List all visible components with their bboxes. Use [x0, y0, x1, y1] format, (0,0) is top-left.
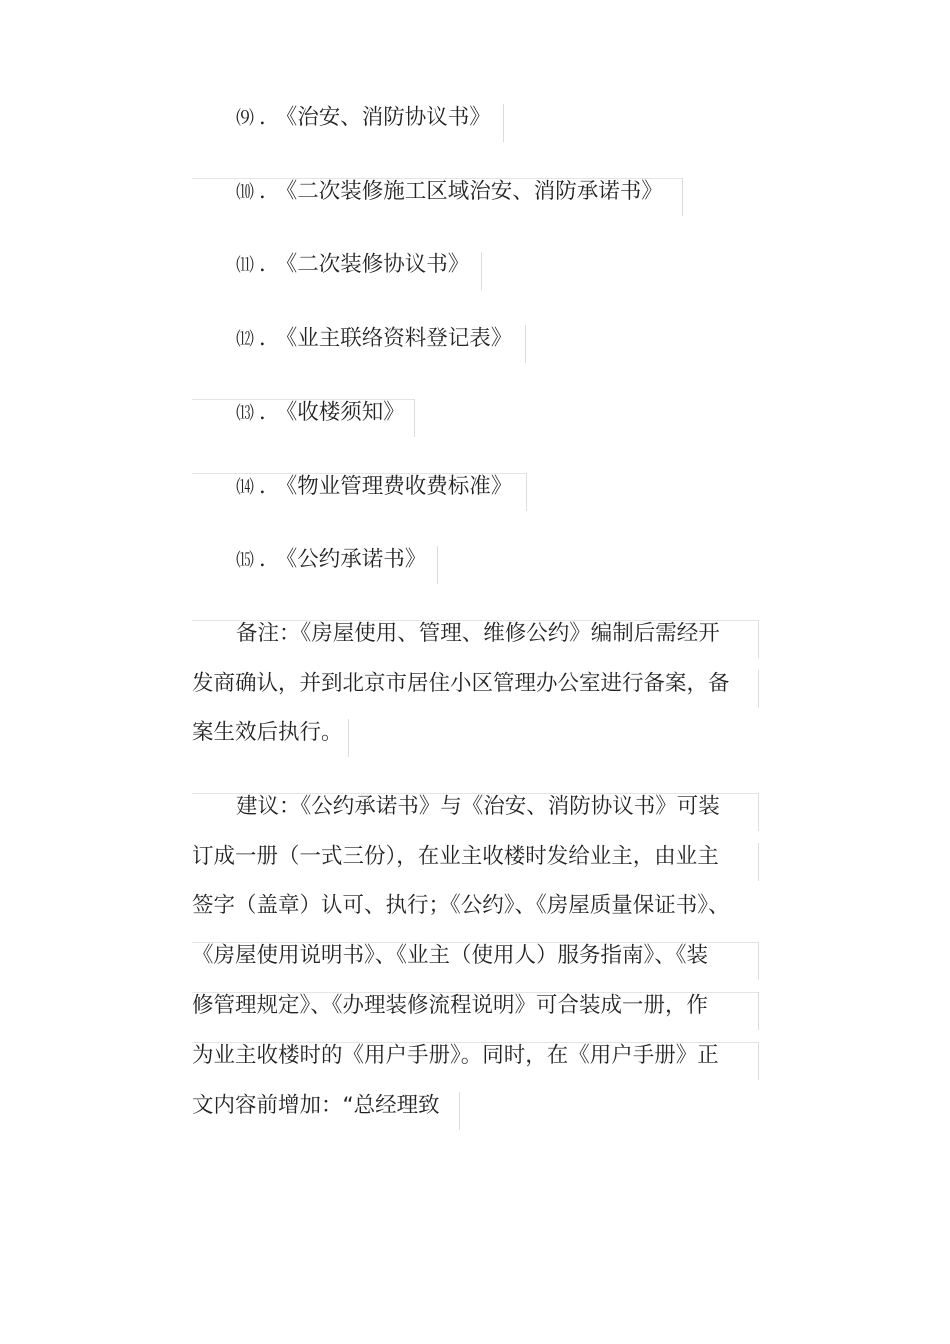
list-item: ⑽ ． 《二次装修施工区域治安、消防承诺书》	[236, 179, 663, 204]
item-number: ⑽	[236, 182, 253, 203]
item-number: ⑿	[236, 329, 253, 350]
item-text: 《物业管理费收费标准》	[286, 474, 513, 499]
guide-line	[414, 399, 415, 437]
item-number: ⒂	[236, 550, 253, 571]
item-text: 《收楼须知》	[286, 400, 405, 425]
suggestion-paragraph-line: 签字（盖章）认可、执行；《公约》、《房屋质量保证书》、	[192, 893, 730, 918]
guide-line	[503, 104, 504, 142]
note-paragraph-line: 备注：《房屋使用、管理、维修公约》编制后需经开	[236, 621, 720, 646]
suggestion-paragraph-line: 《房屋使用说明书》、《业主（使用人）服务指南》、《装	[192, 943, 709, 968]
guide-line	[758, 843, 759, 881]
item-text: 《治安、消防协议书》	[286, 105, 491, 130]
guide-line	[758, 1042, 759, 1080]
guide-line	[525, 325, 526, 363]
guide-line	[758, 620, 759, 658]
item-number: ⑾	[236, 255, 253, 276]
item-text: 《二次装修协议书》	[286, 252, 470, 277]
list-item: ⑾ ． 《二次装修协议书》	[236, 252, 470, 277]
list-item: ⑼ ． 《治安、消防协议书》	[236, 105, 491, 130]
guide-line	[459, 1092, 460, 1130]
list-item: ⑿ ． 《业主联络资料登记表》	[236, 326, 513, 351]
guide-line	[682, 178, 683, 216]
note-paragraph-line: 发商确认，并到北京市居住小区管理办公室进行备案，备	[192, 671, 730, 696]
guide-line	[758, 992, 759, 1030]
guide-line	[758, 942, 759, 980]
item-number: ⑼	[236, 108, 253, 129]
item-number: ⒀	[236, 403, 253, 424]
guide-line	[526, 473, 527, 511]
item-text: 《业主联络资料登记表》	[286, 326, 513, 351]
guide-line	[437, 546, 438, 584]
guide-line	[758, 793, 759, 831]
suggestion-paragraph-line: 修管理规定》、《办理装修流程说明》可合装成一册，作	[192, 993, 709, 1018]
guide-line	[481, 252, 482, 290]
suggestion-paragraph-line: 建议：《公约承诺书》与《治安、消防协议书》可装	[236, 794, 720, 819]
list-item: ⒀ ． 《收楼须知》	[236, 400, 405, 425]
suggestion-paragraph-line: 为业主收楼时的《用户手册》。同时，在《用户手册》正	[192, 1043, 719, 1068]
suggestion-paragraph-line: 订成一册（一式三份），在业主收楼时发给业主，由业主	[192, 844, 719, 869]
item-text: 《二次装修施工区域治安、消防承诺书》	[286, 179, 663, 204]
list-item: ⒂ ． 《公约承诺书》	[236, 547, 427, 572]
note-paragraph-line: 案生效后执行。	[192, 720, 343, 745]
item-text: 《公约承诺书》	[286, 547, 427, 572]
item-number: ⒁	[236, 477, 253, 498]
guide-line	[348, 719, 349, 757]
guide-line	[758, 670, 759, 708]
suggestion-paragraph-line: 文内容前增加：“总经理致	[192, 1093, 440, 1118]
list-item: ⒁ ． 《物业管理费收费标准》	[236, 474, 513, 499]
